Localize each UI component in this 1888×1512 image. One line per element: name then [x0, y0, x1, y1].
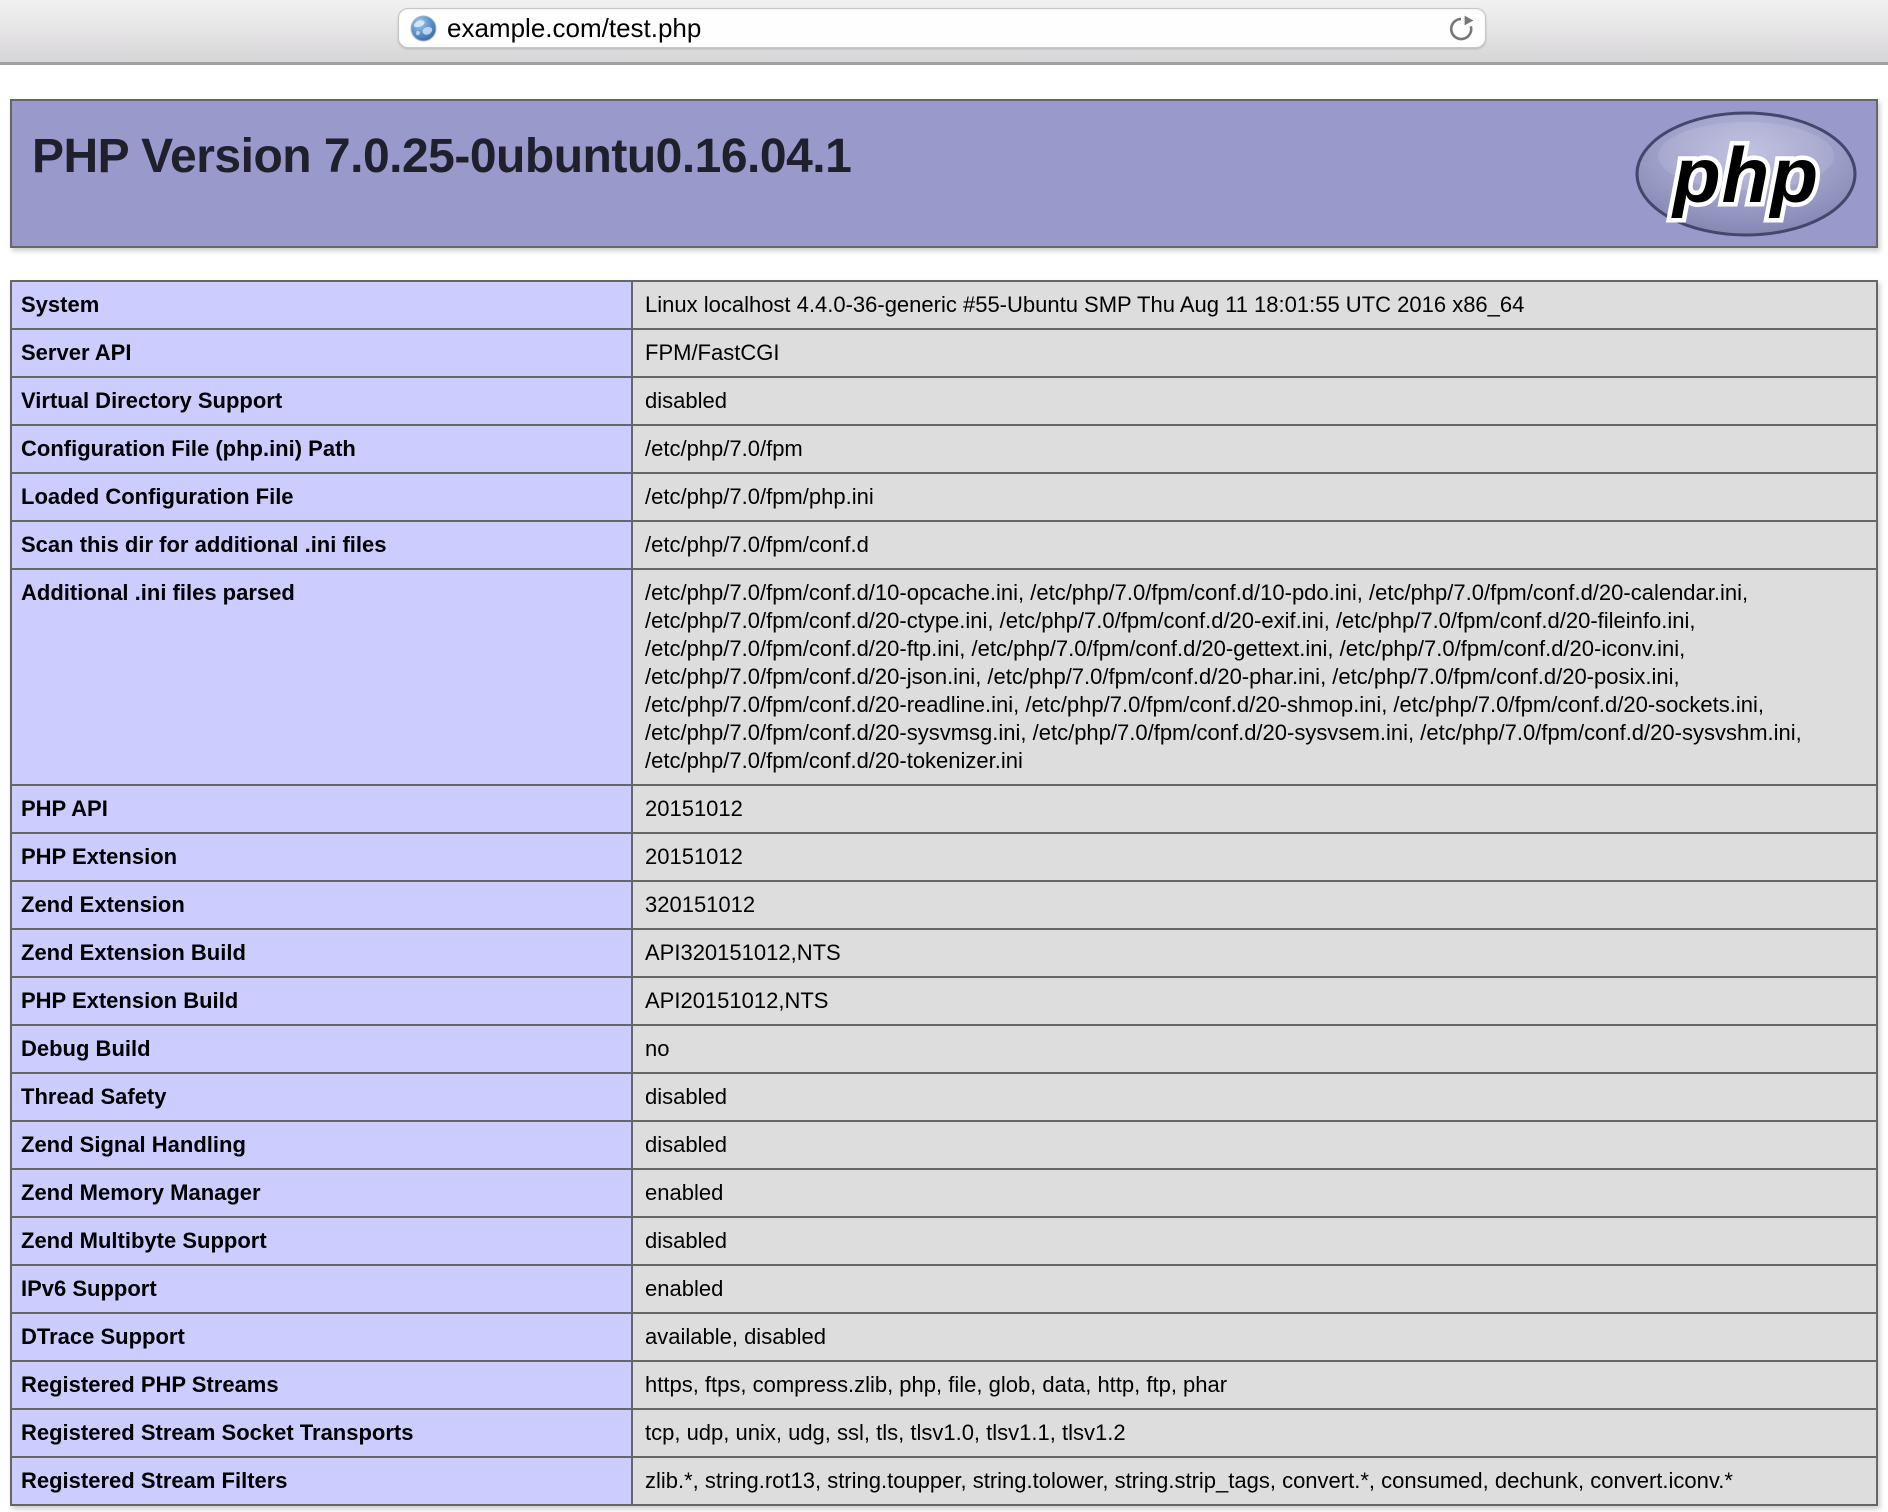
- row-label: PHP Extension Build: [11, 977, 632, 1025]
- table-row: [11, 329, 1877, 377]
- table-row: [11, 1217, 1877, 1265]
- reload-button[interactable]: [1445, 13, 1477, 45]
- table-row: [11, 1025, 1877, 1073]
- row-value: API20151012,NTS: [632, 977, 1877, 1025]
- url-text: example.com/test.php: [447, 13, 702, 43]
- row-label: IPv6 Support: [11, 1265, 632, 1313]
- row-label: Scan this dir for additional .ini files: [11, 521, 632, 569]
- row-value: /etc/php/7.0/fpm/php.ini: [632, 473, 1877, 521]
- row-value: 20151012: [632, 833, 1877, 881]
- row-value: Linux localhost 4.4.0-36-generic #55-Ubuntu SMP Thu Aug 11 18:01:55 UTC 2016 x86_64: [632, 281, 1877, 329]
- row-label: System: [11, 281, 632, 329]
- table-row: [11, 521, 1877, 569]
- row-value: enabled: [632, 1169, 1877, 1217]
- php-logo[interactable]: [1634, 110, 1858, 238]
- row-value: tcp, udp, unix, udg, ssl, tls, tlsv1.0, tlsv1.1, tlsv1.2: [632, 1409, 1877, 1457]
- php-info-table-body: [11, 281, 1877, 1505]
- table-row: [11, 977, 1877, 1025]
- table-row: [11, 281, 1877, 329]
- row-label: Registered Stream Socket Transports: [11, 1409, 632, 1457]
- row-value: API320151012,NTS: [632, 929, 1877, 977]
- address-bar[interactable]: [398, 8, 1486, 48]
- row-label: DTrace Support: [11, 1313, 632, 1361]
- row-value: /etc/php/7.0/fpm: [632, 425, 1877, 473]
- table-row: [11, 1313, 1877, 1361]
- row-value: FPM/FastCGI: [632, 329, 1877, 377]
- row-label: Zend Extension Build: [11, 929, 632, 977]
- row-label: Virtual Directory Support: [11, 377, 632, 425]
- row-label: PHP Extension: [11, 833, 632, 881]
- row-label: Zend Signal Handling: [11, 1121, 632, 1169]
- page-title: PHP Version 7.0.25-0ubuntu0.16.04.1: [32, 130, 852, 183]
- row-label: Thread Safety: [11, 1073, 632, 1121]
- table-row: [11, 1121, 1877, 1169]
- row-value: disabled: [632, 1121, 1877, 1169]
- table-row: [11, 1409, 1877, 1457]
- row-label: Configuration File (php.ini) Path: [11, 425, 632, 473]
- row-value: zlib.*, string.rot13, string.toupper, string.tolower, string.strip_tags, convert.*, consumed, dechunk, convert.iconv.*: [632, 1457, 1877, 1505]
- php-logo-text: php: [1673, 131, 1819, 219]
- table-row: [11, 569, 1877, 785]
- row-value: disabled: [632, 377, 1877, 425]
- row-label: Zend Memory Manager: [11, 1169, 632, 1217]
- table-row: [11, 473, 1877, 521]
- row-value: 320151012: [632, 881, 1877, 929]
- row-label: Registered PHP Streams: [11, 1361, 632, 1409]
- row-label: PHP API: [11, 785, 632, 833]
- row-value: /etc/php/7.0/fpm/conf.d: [632, 521, 1877, 569]
- php-info-table: [10, 280, 1878, 1506]
- row-value: 20151012: [632, 785, 1877, 833]
- table-row: [11, 833, 1877, 881]
- reload-icon: [1446, 13, 1476, 43]
- table-row: [11, 785, 1877, 833]
- globe-favicon-icon: [410, 15, 437, 42]
- table-row: [11, 881, 1877, 929]
- row-label: Zend Extension: [11, 881, 632, 929]
- row-value: disabled: [632, 1217, 1877, 1265]
- table-row: [11, 1361, 1877, 1409]
- php-version-banner: [10, 99, 1878, 248]
- row-label: Zend Multibyte Support: [11, 1217, 632, 1265]
- table-row: [11, 425, 1877, 473]
- row-label: Additional .ini files parsed: [11, 569, 632, 785]
- table-row: [11, 1265, 1877, 1313]
- table-row: [11, 1457, 1877, 1505]
- table-row: [11, 1169, 1877, 1217]
- row-value: https, ftps, compress.zlib, php, file, glob, data, http, ftp, phar: [632, 1361, 1877, 1409]
- browser-chrome: [0, 0, 1888, 65]
- row-label: Debug Build: [11, 1025, 632, 1073]
- row-value: available, disabled: [632, 1313, 1877, 1361]
- table-row: [11, 377, 1877, 425]
- row-value: enabled: [632, 1265, 1877, 1313]
- row-value: /etc/php/7.0/fpm/conf.d/10-opcache.ini, /etc/php/7.0/fpm/conf.d/10-pdo.ini, /etc/php/7.0/fpm/conf.d/20-calendar.ini, /etc/php/7.0/fpm/conf.d/20-ctype.ini, /etc/php/7.0/fpm/conf.d/20-exif.ini, /etc/php/7.0/fpm/conf.d/20-fileinfo.ini, /etc/php/7.0/fpm/conf.d/20-ftp.ini, /etc/php/7.0/fpm/conf.d/20-gettext.ini, /etc/php/7.0/fpm/conf.d/20-iconv.ini, /etc/php/7.0/fpm/conf.d/20-json.ini, /etc/php/7.0/fpm/conf.d/20-phar.ini, /etc/php/7.0/fpm/conf.d/20-posix.ini, /etc/php/7.0/fpm/conf.d/20-readline.ini, /etc/php/7.0/fpm/conf.d/20-shmop.ini, /etc/php/7.0/fpm/conf.d/20-sockets.ini, /etc/php/7.0/fpm/conf.d/20-sysvmsg.ini, /etc/php/7.0/fpm/conf.d/20-sysvsem.ini, /etc/php/7.0/fpm/conf.d/20-sysvshm.ini, /etc/php/7.0/fpm/conf.d/20-tokenizer.ini: [632, 569, 1877, 785]
- row-label: Registered Stream Filters: [11, 1457, 632, 1505]
- table-row: [11, 1073, 1877, 1121]
- row-label: Loaded Configuration File: [11, 473, 632, 521]
- table-row: [11, 929, 1877, 977]
- row-value: no: [632, 1025, 1877, 1073]
- row-label: Server API: [11, 329, 632, 377]
- row-value: disabled: [632, 1073, 1877, 1121]
